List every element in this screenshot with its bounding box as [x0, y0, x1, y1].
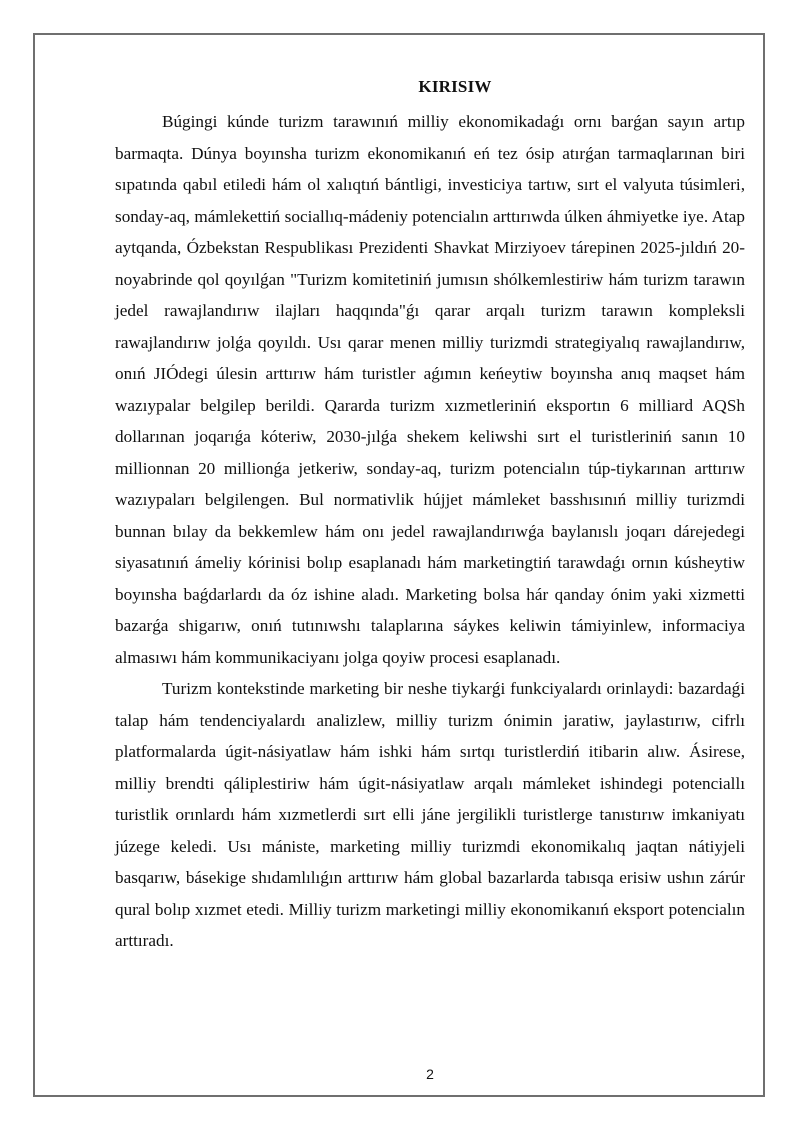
paragraph-2: Turizm kontekstinde marketing bir neshe tiykarǵi funkciyalardı orinlaydi: bazardaǵi talap hám tendenciyalardı analizlew, milliy turizm ónimin jaratiw, jaylastırıw, cifrlı platformalarda úgit-násiyatlaw hám ishki hám sırtqı turistlerdiń itibarin alıw. Ásirese, milliy brendti qáliplestiriw hám úgit-násiyatlaw arqalı mámleket ishindegi potenciallı turistlik orınlardı hám xızmetlerdi sırt elli jáne jergilikli turistlerge tanıstırıw imkaniyatı júzege keledi. Usı mániste, marketing milliy turizmdi ekonomikalıq jaqtan nátiyjeli basqarıw, básekige shıdamlılıǵın arttırıw hám global bazarlarda tabısqa erisiw ushın zárúr qural bolıp xızmet etedi. Milliy turizm marketingi milliy ekonomikanıń eksport potencialın arttıradı.: [115, 679, 745, 950]
paragraph-1: Búgingi kúnde turizm tarawınıń milliy ekonomikadaǵı ornı barǵan sayın artıp barmaqta. Dúnya boyınsha turizm ekonomikanıń eń tez ósip atırǵan tarmaqlarınan biri sıpatında qabıl etiledi hám ol xalıqtıń bántligi, investiciya tartıw, sırt el valyuta túsimleri, sonday-aq, mámlekettiń sociallıq-mádeniy potencialın arttırıwda úlken áhmiyetke iye. Atap aytqanda, Ózbekstan Respublikası Prezidenti Shavkat Mirziyoev tárepinen 2025-jıldıń 20-noyabrinde qol qoyılǵan "Turizm komitetiniń jumısın shólkemlestiriw hám turizm tarawın jedel rawajlandırıw ilajları haqqında"ǵı qarar arqalı turizm tarawın kompleksli rawajlandırıw jolǵa qoyıldı. Usı qarar menen milliy turizmdi strategiyalıq rawajlandırıw, onıń JIÓdegi úlesin arttırıw hám turistler aǵımın keńeytiw boyınsha anıq maqset hám wazıypalar belgilep berildi. Qararda turizm xızmetleriniń eksportın 6 milliard AQSh dollarınan joqarıǵa kóteriw, 2030-jılǵa shekem keliwshi sırt el turistleriniń sanın 10 millionnan 20 millionǵa jetkeriw, sonday-aq, turizm potencialın túp-tiykarınan arttırıw wazıypaları belgilengen. Bul normativlik hújjet mámleket basshısınıń milliy turizmdi bunnan bılay da bekkemlew hám onı jedel rawajlandırıwǵa baylanıslı joqarı dárejedegi siyasatınıń ámeliy kórinisi bolıp esaplanadı hám marketingtiń tarawdaǵı ornın kúsheytiw boyınsha baǵdarlardı da óz ishine aladı. Marketing bolsa hár qanday ónim yaki xizmetti bazarǵa shigarıw, onıń tutınıwshı talaplarına sáykes keliwin támiyinlew, informaciya almasıwı hám kommunikaciyanı jolga qoyiw procesi esaplanadı.: [115, 112, 745, 667]
body-text: [115, 106, 745, 957]
section-heading: KIRISIW: [418, 77, 492, 96]
page-number: 2: [426, 1066, 434, 1082]
